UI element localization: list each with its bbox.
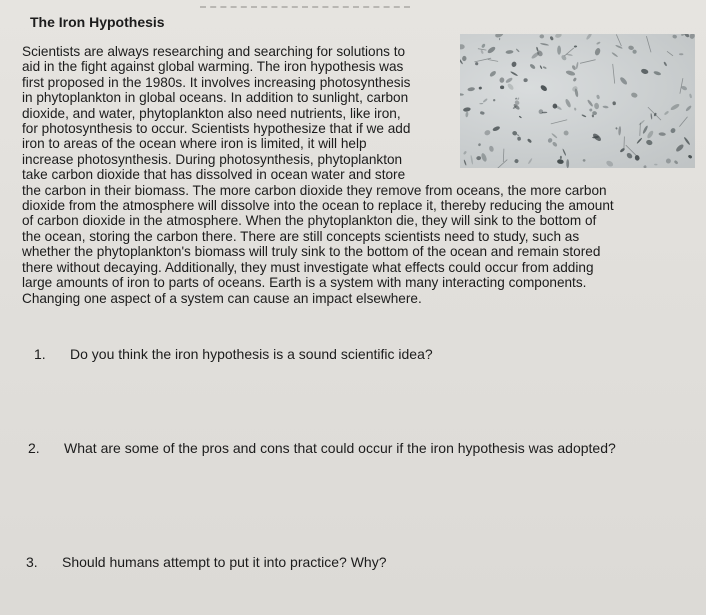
plankton-speck [499,38,501,41]
paragraph-line: whether the phytoplankton's biomass will truly sink to the bottom of the ocean and remain stored [22,244,601,260]
paragraph-line: dioxide, and water, phytoplankton also need nutrients, like iron, [22,105,401,121]
question-number: 2. [28,440,40,456]
plankton-speck [672,34,677,38]
top-dashed-divider [200,6,410,8]
paragraph-line: increase photosynthesis. During photosynthesis, phytoplankton [22,151,403,167]
plankton-speck [684,34,690,38]
question-text: Do you think the iron hypothesis is a sound scientific idea? [70,346,433,362]
paragraph-line: dioxide from the atmosphere will dissolve into the ocean to replace it, thereby reducing the amount [22,198,614,214]
paragraph-line: the carbon in their biomass. The more carbon dioxide they remove from oceans, the more carbon [22,182,607,198]
plankton-speck [494,34,504,39]
question-number: 1. [34,346,46,362]
paragraph-line: in phytoplankton in global oceans. In addition to sunlight, carbon [22,90,409,106]
paragraph-line: of carbon dioxide in the atmosphere. When the phytoplankton die, they will sink to the bottom of [22,213,597,229]
paragraph-line: for photosynthesis to occur. Scientists hypothesize that if we add [22,121,411,137]
plankton-speck [689,34,695,40]
body-paragraph [22,44,698,306]
plankton-speck [539,34,544,38]
paragraph-line: aid in the fight against global warming. The iron hypothesis was [22,59,404,75]
page-title: The Iron Hypothesis [30,14,165,30]
paragraph-line: iron to areas of the ocean where iron is limited, it will help [22,136,367,152]
paragraph-line: Scientists are always researching and searching for solutions to [22,44,406,59]
question-2 [28,440,616,456]
question-number: 3. [26,554,38,570]
question-3 [26,554,387,570]
paragraph-line: first proposed in the 1980s. It involves increasing photosynthesis [22,74,411,90]
question-text: Should humans attempt to put it into practice? Why? [62,554,387,570]
paragraph-line: there without decaying. Additionally, they must investigate what effects could occur from adding [22,259,594,275]
plankton-speck [549,36,554,41]
plankton-speck [585,34,592,40]
paragraph-line: large amounts of iron to parts of oceans. Earth is a system with many interacting components. [22,275,587,291]
paragraph-line: Changing one aspect of a system can cause an impact elsewhere. [22,290,422,306]
plankton-speck [555,34,563,39]
paragraph-line: the ocean, storing the carbon there. There are still concepts scientists need to study, such as [22,228,580,244]
question-1 [34,346,433,362]
paragraph-line: take carbon dioxide that has dissolved in ocean water and store [22,167,406,183]
question-text: What are some of the pros and cons that could occur if the iron hypothesis was adopted? [64,440,616,456]
